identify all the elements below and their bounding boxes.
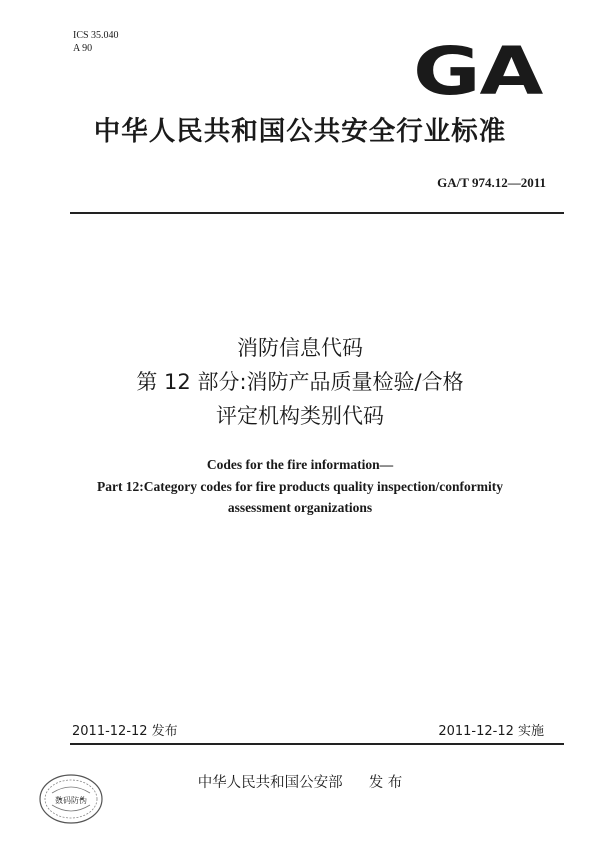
issuer-line (0, 771, 600, 792)
issue-date: 2011-12-12 发布 (72, 724, 178, 739)
en-title-line3: assessment organizations (227, 500, 373, 515)
classification-codes (73, 29, 119, 55)
en-title-line1: Codes for the fire information— (206, 457, 394, 472)
cn-title-line1: 消防信息代码 (237, 336, 363, 360)
en-title-line2: Part 12:Category codes for fire products quality inspection/conformity (96, 479, 504, 494)
cn-title-line2: 第 12 部分:消防产品质量检验/合格 (136, 370, 464, 394)
bottom-divider (70, 743, 564, 745)
issuer-name: 中华人民共和国公安部 (197, 775, 343, 791)
implementation-date: 2011-12-12 实施 (438, 724, 544, 739)
top-divider (70, 212, 564, 214)
ics-code: ICS 35.040 (73, 30, 119, 41)
standard-title: 中华人民共和国公共安全行业标准 (93, 116, 507, 147)
class-code: A 90 (73, 43, 93, 54)
standard-number: GA/T 974.12—2011 (437, 175, 546, 190)
issue-word: 发 布 (368, 775, 403, 791)
cn-title-line3: 评定机构类别代码 (216, 404, 384, 428)
ga-logo: GA (413, 33, 543, 110)
stamp-text: 数码防伪 (55, 796, 87, 805)
